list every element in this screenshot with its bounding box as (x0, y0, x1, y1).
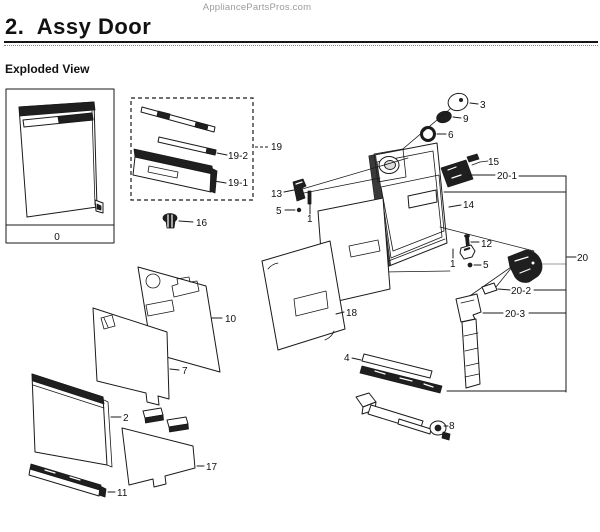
part-pin-right (450, 235, 493, 272)
part-clamp (467, 154, 500, 168)
part-label-15: 15 (488, 157, 500, 168)
part-label-2: 2 (123, 413, 129, 424)
part-label-18: 18 (346, 308, 358, 319)
part-label-19-2: 19-2 (228, 151, 249, 162)
part-cap (446, 91, 486, 113)
part-label-20-1: 20-1 (497, 171, 518, 182)
part-small-blocks (143, 408, 189, 432)
part-door-assembly (6, 89, 114, 243)
part-label-5-right: 5 (483, 260, 489, 271)
part-lower-strip (344, 353, 442, 393)
part-front-panel (32, 374, 129, 467)
part-label-16: 16 (196, 218, 208, 229)
part-label-10: 10 (225, 314, 237, 325)
part-label-19-1: 19-1 (228, 178, 249, 189)
part-label-13: 13 (271, 189, 283, 200)
part-label-19: 19 (271, 142, 283, 153)
part-label-17: 17 (206, 462, 218, 473)
part-label-1-right: 1 (450, 259, 456, 270)
part-insulation-lower (122, 428, 218, 487)
part-hinge-left (271, 179, 313, 225)
part-label-3: 3 (480, 100, 486, 111)
part-handle-kit (131, 98, 283, 200)
part-label-1-left: 1 (307, 214, 313, 225)
part-hinge-block (441, 160, 566, 187)
part-hinge-arm (456, 294, 566, 388)
part-label-9: 9 (463, 114, 469, 125)
part-label-4: 4 (344, 353, 350, 364)
part-label-20-2: 20-2 (511, 286, 532, 297)
part-hinge-assembly (508, 250, 589, 282)
part-holder-clip (163, 214, 208, 230)
part-label-5-left: 5 (276, 206, 282, 217)
part-label-6: 6 (448, 130, 454, 141)
section-label: Exploded View (5, 62, 90, 76)
part-label-11: 11 (117, 488, 128, 499)
part-hinge-pad (482, 283, 566, 297)
watermark: AppliancePartsPros.com (202, 2, 312, 13)
part-label-20: 20 (577, 253, 589, 264)
part-label-0: 0 (54, 232, 60, 243)
part-label-7: 7 (182, 366, 188, 377)
part-label-8: 8 (449, 421, 455, 432)
part-drain-tube (356, 393, 455, 440)
part-bottom-trim (29, 464, 128, 499)
page-title: 2. Assy Door (5, 14, 152, 39)
part-label-20-3: 20-3 (505, 309, 526, 320)
part-label-12: 12 (481, 239, 493, 250)
part-insulation-mid (262, 198, 390, 350)
part-label-14: 14 (463, 200, 475, 211)
